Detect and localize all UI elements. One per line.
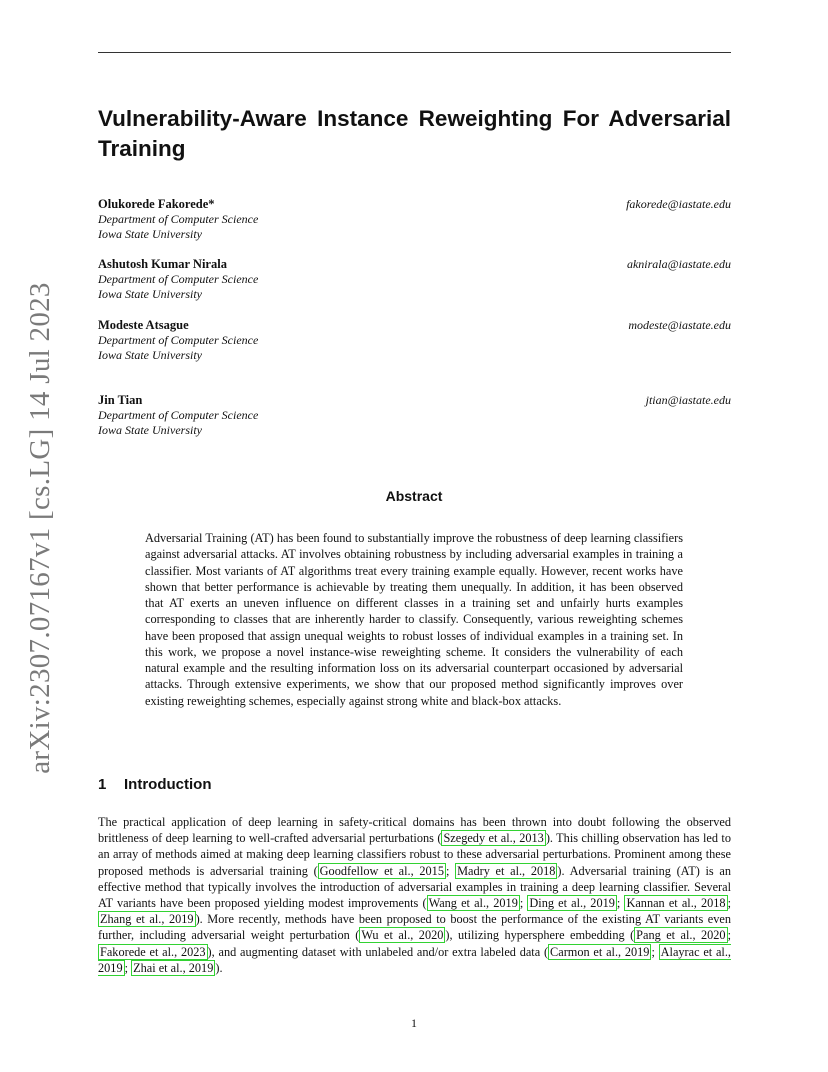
author-name: Jin Tian <box>98 393 143 407</box>
author-university: Iowa State University <box>98 287 202 301</box>
citation-link[interactable]: Zhai et al., 2019 <box>133 960 214 975</box>
citation-link[interactable]: Fakorede et al., 2023 <box>100 944 206 959</box>
top-rule <box>98 52 731 53</box>
intro-text: ). Adversarial training (AT) is an effective method that typically involves the introduction of adversarial examples in training a deep learning classifier. Several AT variants have been proposed yielding modest improvements ( <box>98 863 731 911</box>
author-email[interactable]: fakorede@iastate.edu <box>626 197 731 211</box>
citation-link[interactable]: Goodfellow et al., 2015 <box>319 863 444 878</box>
author-block <box>98 393 731 438</box>
section-title: Introduction <box>124 776 212 793</box>
arxiv-side-stamp: arXiv:2307.07167v1 [cs.LG] 14 Jul 2023 <box>23 282 56 774</box>
intro-text: ; <box>727 896 732 911</box>
author-block <box>98 318 731 363</box>
citation-link[interactable]: Wu et al., 2020 <box>361 928 444 943</box>
citation-link[interactable]: Kannan et al., 2018 <box>626 896 726 911</box>
intro-text: The practical application of deep learning in safety-critical domains has been thrown into doubt following the observed brittleness of deep learning to well-crafted adversarial perturbations ( <box>98 815 731 846</box>
citation-link[interactable]: Madry et al., 2018 <box>457 863 556 878</box>
author-name: Olukorede Fakorede* <box>98 197 215 211</box>
intro-text: ). More recently, methods have been proposed to boost the performance of the existing AT variants even further, including adversarial weight perturbation ( <box>98 912 732 943</box>
intro-text: ; <box>616 896 625 911</box>
section-heading <box>98 776 211 793</box>
intro-text: ; <box>124 960 132 975</box>
paper-title: Vulnerability-Aware Instance Reweighting For Adversarial Training <box>98 106 731 161</box>
author-email[interactable]: modeste@iastate.edu <box>628 318 731 332</box>
author-university: Iowa State University <box>98 423 202 437</box>
intro-text: ; <box>445 863 456 878</box>
section-number: 1 <box>98 776 107 793</box>
author-name: Ashutosh Kumar Nirala <box>98 257 227 271</box>
citation-link[interactable]: Wang et al., 2019 <box>428 896 518 911</box>
citation-link[interactable]: Ding et al., 2019 <box>529 896 615 911</box>
author-block <box>98 197 731 242</box>
author-department: Department of Computer Science <box>98 408 259 422</box>
author-department: Department of Computer Science <box>98 212 259 226</box>
citation-link[interactable]: Szegedy et al., 2013 <box>443 831 544 846</box>
intro-text: ). <box>215 960 223 975</box>
author-department: Department of Computer Science <box>98 272 259 286</box>
intro-text: ; <box>727 928 732 943</box>
author-university: Iowa State University <box>98 348 202 362</box>
intro-paragraph <box>98 814 731 976</box>
intro-text: ; <box>651 944 659 959</box>
abstract-text: Adversarial Training (AT) has been found to substantially improve the robustness of deep learning classifiers against adversarial attacks. AT involves obtaining robustness by including adversarial examples in training a classifier. Most variants of AT algorithms treat every training example equally. However, recent works have shown that better performance is achievable by treating them unequally. In addition, it has been observed that AT exerts an uneven influence on different classes in a training set and unfairly hurts examples corresponding to classes that are inherently harder to classify. Consequently, various reweighting schemes have been proposed that assign unequal weights to robust losses of individual examples in a training set. In this work, we propose a novel instance-wise reweighting scheme. It considers the vulnerability of each natural example and the resulting information loss on its adversarial counterpart occasioned by adversarial attacks. Through extensive experiments, we show that our proposed method significantly improves over existing reweighting schemes, especially against strong white and black-box attacks. <box>145 531 683 708</box>
author-email[interactable]: aknirala@iastate.edu <box>626 257 731 271</box>
page-number: 1 <box>411 1016 417 1030</box>
abstract-heading: Abstract <box>385 488 443 504</box>
citation-link[interactable]: Carmon et al., 2019 <box>550 944 650 959</box>
intro-text: ), and augmenting dataset with unlabeled and/or extra labeled data ( <box>207 944 549 959</box>
author-university: Iowa State University <box>98 227 202 241</box>
intro-text: ; <box>519 896 528 911</box>
author-name: Modeste Atsague <box>98 318 189 332</box>
intro-text: ). This chilling observation has led to an array of methods aimed at making deep learning classifiers robust to these adversarial perturbations. Prominent among these proposed methods is adversarial training ( <box>98 831 731 878</box>
intro-text: ), utilizing hypersphere embedding ( <box>445 928 635 943</box>
citation-link[interactable]: Zhang et al., 2019 <box>100 912 194 927</box>
citation-link[interactable]: Alayrac et al., 2019 <box>98 944 731 975</box>
author-block <box>98 257 731 302</box>
author-email[interactable]: jtian@iastate.edu <box>645 393 731 407</box>
author-department: Department of Computer Science <box>98 333 259 347</box>
citation-link[interactable]: Pang et al., 2020 <box>636 928 726 943</box>
